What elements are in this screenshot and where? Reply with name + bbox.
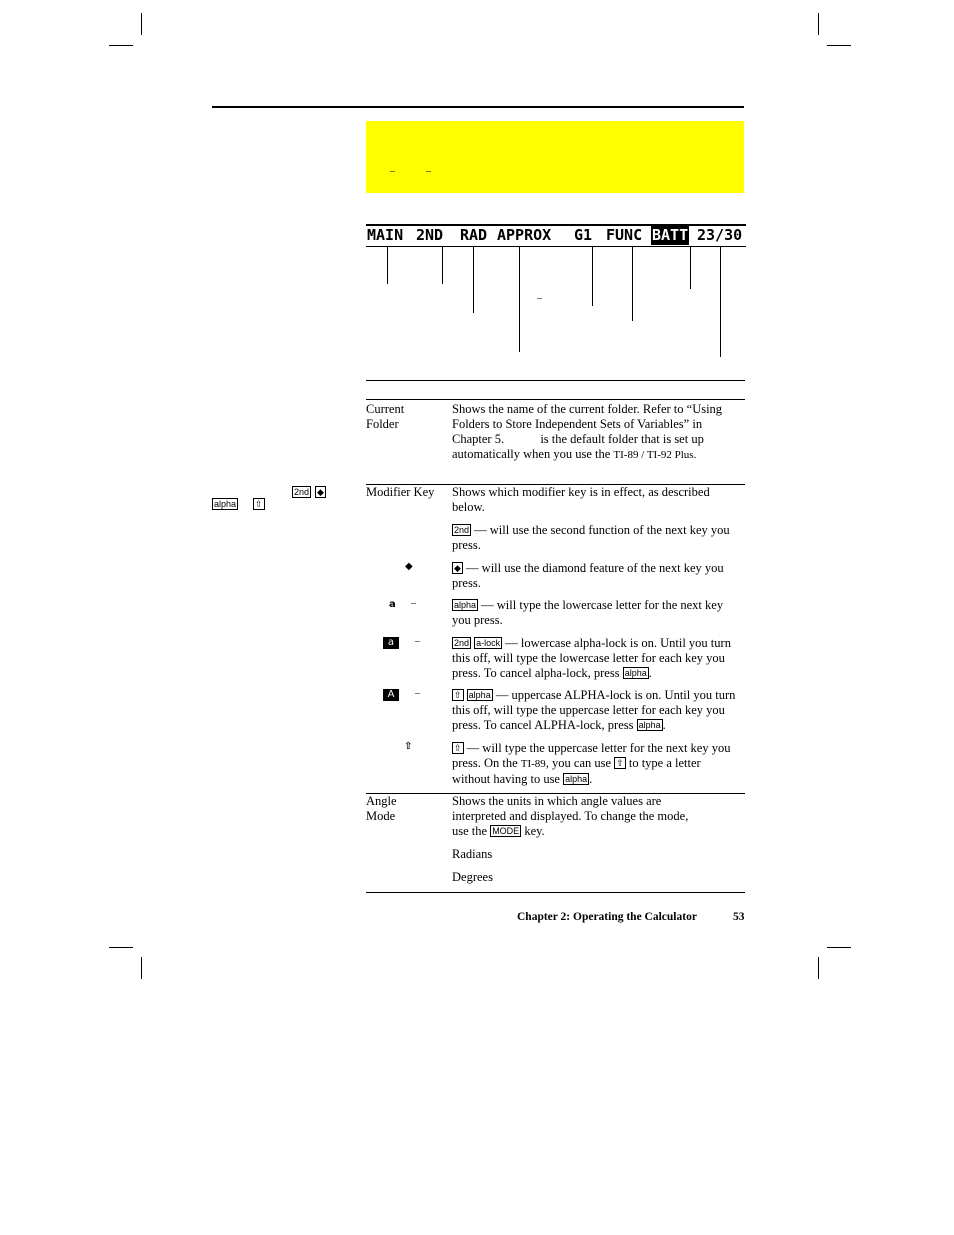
key-shift: ⇧ <box>454 690 462 700</box>
status-mode: FUNC <box>606 226 643 244</box>
leader-line <box>473 246 474 313</box>
modifier-key-description: Shows which modifier key is in effect, as described below. <box>452 485 710 514</box>
key-alpha: alpha <box>454 600 477 610</box>
diamond-indicator-icon: ◆ <box>405 561 413 572</box>
leader-line <box>442 246 443 284</box>
dash-mark: – <box>415 636 420 647</box>
status-graph: G1 <box>574 226 593 244</box>
key-a-lock: a-lock <box>476 638 501 648</box>
table-rule <box>366 380 745 381</box>
dash-mark: – <box>411 598 416 609</box>
page-number: 53 <box>733 911 745 923</box>
key-alpha: alpha <box>638 720 661 730</box>
dash-mark: – <box>415 688 420 699</box>
status-modifier: 2ND <box>416 226 444 244</box>
key-shift: ⇧ <box>454 743 462 753</box>
current-folder-desc-1: Shows the name of the current folder. Refer to “Using Folders to Store Independent Sets of Variables” in Chapter 5. <box>452 402 723 446</box>
angle-mode-description: Shows the units in which angle values are interpreted and displayed. To change the mode, use the MODE key. <box>452 794 689 838</box>
table-bottom-rule <box>366 892 745 893</box>
crop-mark <box>827 45 851 46</box>
leader-line <box>519 246 520 352</box>
modifier-item-upper-alpha-lock: ⇧ alpha — uppercase ALPHA-lock is on. Until you turn this off, will type the uppercase letter for each key you press. To cancel ALPHA-lock, press alpha . <box>452 688 736 732</box>
shift-indicator-icon: ⇧ <box>404 741 413 752</box>
key-2nd: 2nd <box>454 638 470 648</box>
leader-line <box>720 246 721 357</box>
status-exact: APPROX <box>497 226 552 244</box>
dash-mark: – <box>537 293 542 304</box>
crop-mark <box>109 45 133 46</box>
key-alpha: alpha <box>565 774 588 784</box>
alpha-indicator-icon: a <box>389 599 396 610</box>
angle-option-degrees: Degrees <box>452 870 493 884</box>
key-diamond: ◆ <box>317 487 324 497</box>
row-label-angle-mode: Angle Mode <box>366 794 397 823</box>
current-folder-description <box>452 402 742 463</box>
key-alpha: alpha <box>624 668 647 678</box>
key-alpha: alpha <box>468 690 491 700</box>
upper-alpha-lock-indicator-icon: A <box>383 689 399 701</box>
crop-mark <box>818 13 819 35</box>
key-diamond: ◆ <box>454 563 461 573</box>
angle-option-radians: Radians <box>452 847 493 861</box>
status-angle: RAD <box>460 226 488 244</box>
modifier-item-2nd: 2nd — will use the second function of the next key you press. <box>452 523 730 552</box>
modifier-item-alpha: alpha — will type the lowercase letter for the next key you press. <box>452 598 724 627</box>
leader-line <box>592 246 593 306</box>
modifier-item-shift: ⇧ — will type the uppercase letter for the next key you press. On the TI-89, you can use ⇧ to type a letter without having to use alpha . <box>452 741 731 786</box>
highlight-block <box>366 121 744 193</box>
current-folder-desc-3: TI-89 / TI-92 Plus. <box>613 449 697 461</box>
leader-line <box>387 246 388 284</box>
leader-line <box>690 246 691 289</box>
crop-mark <box>827 947 851 948</box>
status-folder: MAIN <box>367 226 404 244</box>
status-line <box>366 224 746 247</box>
status-battery: BATT <box>652 226 689 244</box>
key-shift: ⇧ <box>255 499 263 509</box>
modifier-item-alpha-lock: 2nd a-lock — lowercase alpha-lock is on. Until you turn this off, will type the lowercase letter for each key you press. To cancel alpha-lock, press alpha . <box>452 636 731 680</box>
crop-mark <box>109 947 133 948</box>
key-alpha: alpha <box>214 499 237 509</box>
key-shift: ⇧ <box>616 758 624 768</box>
status-history: 23/30 <box>697 226 743 244</box>
crop-mark <box>141 13 142 35</box>
header-rule <box>212 106 744 108</box>
footer-chapter: Chapter 2: Operating the Calculator <box>517 911 697 923</box>
dash-mark: – <box>390 166 395 177</box>
table-header-rule <box>366 399 745 400</box>
row-label-current-folder: Current Folder <box>366 402 405 431</box>
dash-mark: – <box>426 166 431 177</box>
leader-line <box>632 246 633 321</box>
crop-mark <box>818 957 819 979</box>
row-label-modifier-key: Modifier Key <box>366 485 435 499</box>
key-mode: MODE <box>492 826 520 836</box>
current-folder-desc-2: is the default folder that is set up automatically when you use the <box>452 432 704 461</box>
crop-mark <box>141 957 142 979</box>
alpha-lock-indicator-icon: a <box>383 637 399 649</box>
modifier-item-diamond: ◆ — will use the diamond feature of the next key you press. <box>452 561 724 590</box>
key-2nd: 2nd <box>454 525 470 535</box>
key-2nd: 2nd <box>294 487 310 497</box>
